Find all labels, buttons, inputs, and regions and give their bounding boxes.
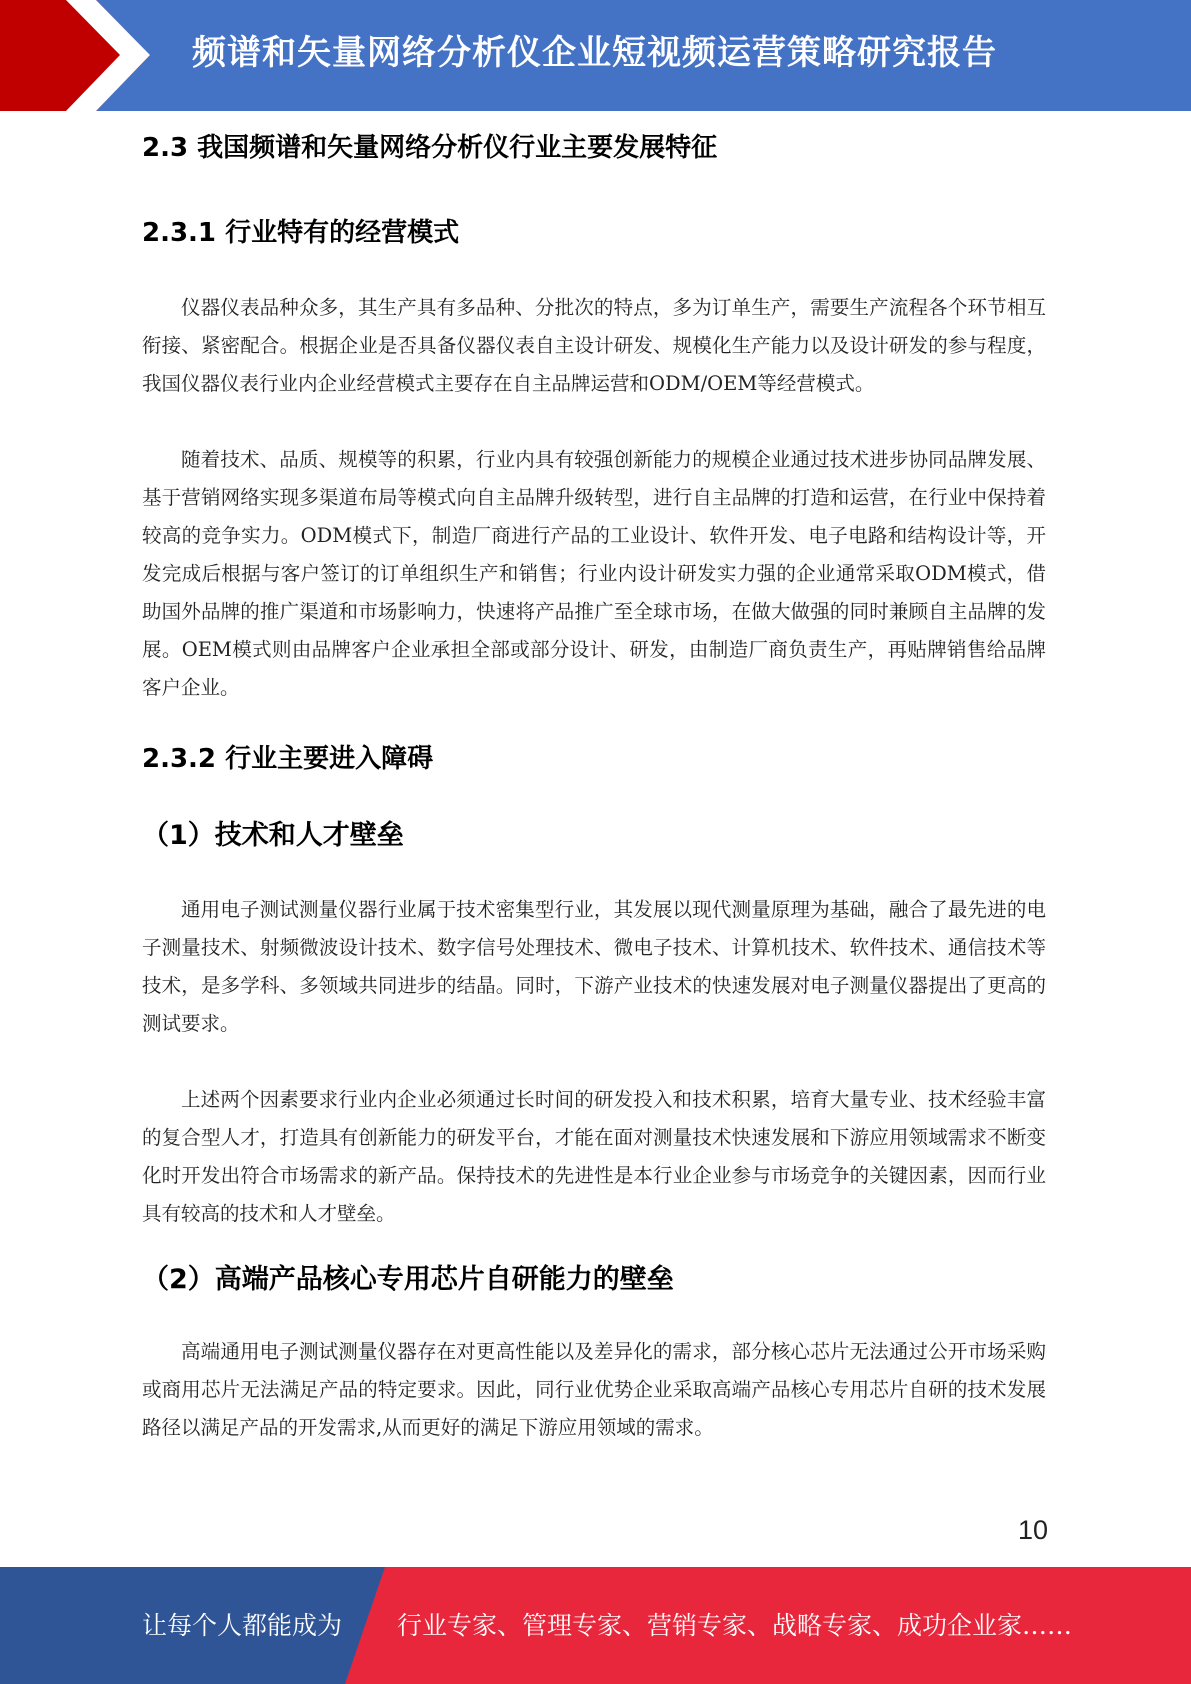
section-heading: 2.3 我国频谱和矢量网络分析仪行业主要发展特征 [142, 133, 718, 163]
paragraph-tech-talent-2: 上述两个因素要求行业内企业必须通过长时间的研发投入和技术积累，培育大量专业、技术经验丰富的复合型人才，打造具有创新能力的研发平台，才能在面对测量技术快速发展和下游应用领域需求不断变化时开发出符合市场需求的新产品。保持技术的先进性是本行业企业参与市场竞争的关键因素，因而行业具有较高的技术和人才壁垒。 [142, 1088, 1046, 1225]
paragraph-operating-model-1: 仪器仪表品种众多，其生产具有多品种、分批次的特点，多为订单生产，需要生产流程各个环节相互衔接、紧密配合。根据企业是否具备仪器仪表自主设计研发、规模化生产能力以及设计研发的参与程度，我国仪器仪表行业内企业经营模式主要存在自主品牌运营和ODM/OEM等经营模式。 [142, 296, 1046, 395]
paragraph-operating-model-2: 随着技术、品质、规模等的积累，行业内具有较强创新能力的规模企业通过技术进步协同品牌发展、基于营销网络实现多渠道布局等模式向自主品牌升级转型，进行自主品牌的打造和运营，在行业中保持着较高的竞争实力。ODM模式下，制造厂商进行产品的工业设计、软件开发、电子电路和结构设计等，开发完成后根据与客户签订的订单组织生产和销售；行业内设计研发实力强的企业通常采取ODM模式，借助国外品牌的推广渠道和市场影响力，快速将产品推广至全球市场，在做大做强的同时兼顾自主品牌的发展。OEM模式则由品牌客户企业承担全部或部分设计、研发，由制造厂商负责生产，再贴牌销售给品牌客户企业。 [142, 448, 1046, 699]
footer-banner [0, 1567, 1191, 1684]
item-heading-tech-talent-barrier: （1）技术和人才壁垒 [142, 820, 404, 851]
main-content [142, 122, 1046, 1447]
page-number: 10 [1017, 1515, 1048, 1545]
paragraph-chip-barrier-1: 高端通用电子测试测量仪器存在对更高性能以及差异化的需求，部分核心芯片无法通过公开市场采购或商用芯片无法满足产品的特定要求。因此，同行业优势企业采取高端产品核心专用芯片自研的技术发展路径以满足产品的开发需求,从而更好的满足下游应用领域的需求。 [142, 1340, 1046, 1439]
subsection-heading-operating-model: 2.3.1 行业特有的经营模式 [142, 218, 460, 248]
header-banner [0, 0, 1191, 111]
paragraph-tech-talent-1: 通用电子测试测量仪器行业属于技术密集型行业，其发展以现代测量原理为基础，融合了最先进的电子测量技术、射频微波设计技术、数字信号处理技术、微电子技术、计算机技术、软件技术、通信技术等技术，是多学科、多领域共同进步的结晶。同时，下游产业技术的快速发展对电子测量仪器提出了更高的测试要求。 [142, 898, 1046, 1035]
item-heading-chip-barrier: （2）高端产品核心专用芯片自研能力的壁垒 [142, 1264, 674, 1295]
report-title: 频谱和矢量网络分析仪企业短视频运营策略研究报告 [192, 33, 997, 73]
footer-slogan-left: 让每个人都能成为 [142, 1611, 343, 1640]
footer-slogan-right: 行业专家、管理专家、营销专家、战略专家、成功企业家…… [397, 1611, 1073, 1640]
subsection-heading-entry-barriers: 2.3.2 行业主要进入障碍 [142, 744, 434, 774]
